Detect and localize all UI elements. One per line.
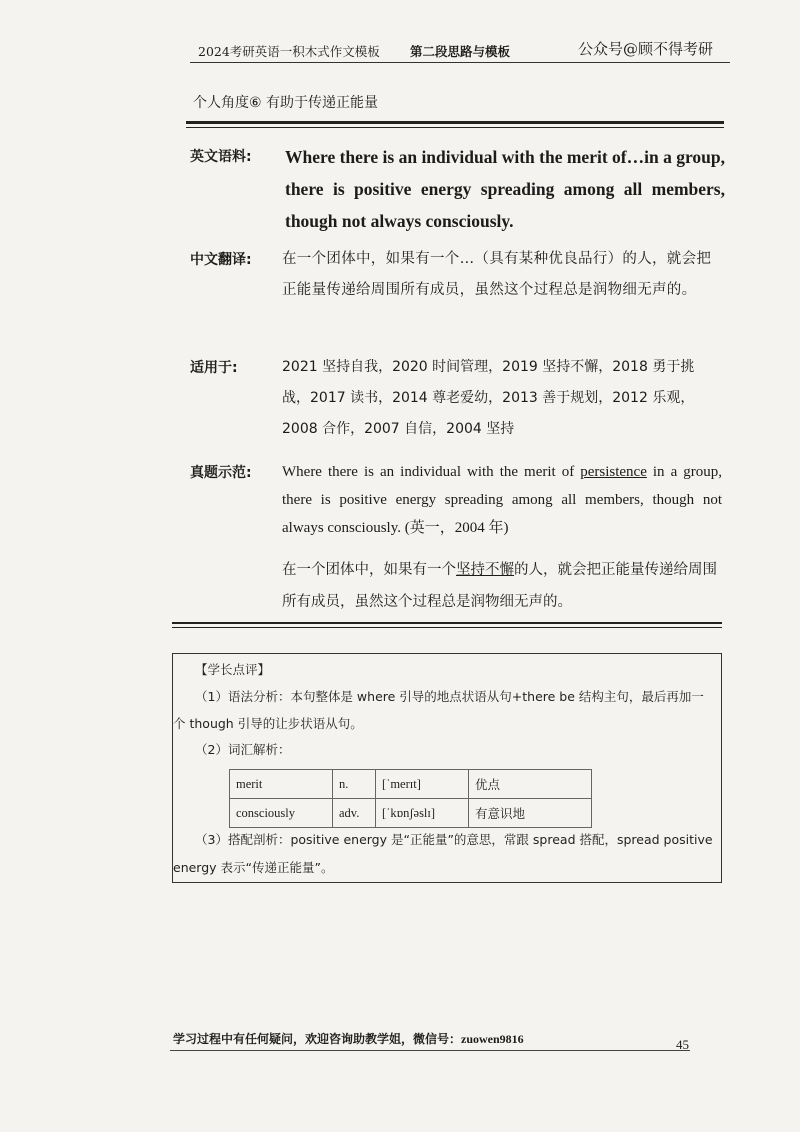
vocab-row [230, 770, 592, 799]
review-divider-thin [172, 627, 722, 628]
english-corpus-text: Where there is an individual with the merit of…in a group, there is positive energy spreading among all members, though not always consciously. [285, 147, 725, 231]
review-divider [172, 622, 722, 624]
vocab-pos: adv. [333, 799, 376, 828]
section-title: 个人角度⑥ 有助于传递正能量 [193, 95, 379, 111]
book-title: 2024考研英语一积木式作文模板 [198, 44, 380, 59]
example-cn-after: 的人，就会把正能量传递给周围所有成员，虽然这个过程总是润物细无声的。 [282, 562, 717, 610]
footer-text: 学习过程中有任何疑问，欢迎咨询助教学姐，微信号： [173, 1032, 462, 1046]
real-example-chinese [282, 554, 722, 618]
example-en-before: Where there is an individual with the merit of [282, 464, 581, 480]
vocab-heading: （2）词汇解析： [195, 742, 291, 757]
example-cn-keyword: 坚持不懈 [456, 562, 514, 578]
applicable-label: 适用于: [190, 360, 238, 376]
grammar-analysis: （1）语法分析：本句整体是 where 引导的地点状语从句+there be 结构主句，最后再加一个 though 引导的让步状语从句。 [173, 689, 704, 731]
example-en-after: in a group, there is positive energy spreading among all members, though not always consciously. (英一，2004 年) [282, 464, 722, 536]
vocab-meaning: 有意识地 [469, 799, 592, 828]
chapter-title: 第二段思路与模板 [410, 44, 511, 59]
real-example-english [282, 458, 722, 542]
vocab-word: merit [230, 770, 333, 799]
section-divider [186, 121, 724, 124]
vocab-table [229, 769, 592, 828]
vocab-ipa: [ˈkɒnʃəslɪ] [376, 799, 469, 828]
wechat-id: zuowen9816 [461, 1032, 524, 1046]
collocation-analysis: （3）搭配剖析：positive energy 是“正能量”的意思，常跟 spread 搭配，spread positive energy 表示“传递正能量”。 [173, 832, 713, 875]
section-divider-thin [186, 127, 724, 128]
review-box [172, 653, 722, 883]
vocab-word: consciously [230, 799, 333, 828]
vocab-meaning: 优点 [469, 770, 592, 799]
english-corpus-label: 英文语料: [190, 149, 252, 165]
vocab-row [230, 799, 592, 828]
account-name: 公众号@顾不得考研 [578, 40, 714, 58]
chinese-translation-text: 在一个团体中，如果有一个…（具有某种优良品行）的人，就会把正能量传递给周围所有成员，虽然这个过程总是润物细无声的。 [282, 251, 712, 298]
footer-note [173, 1030, 524, 1047]
header-divider [190, 62, 730, 63]
chinese-translation-label: 中文翻译: [190, 252, 252, 268]
review-title: 【学长点评】 [195, 662, 271, 677]
page-number: 45 [676, 1037, 689, 1052]
vocab-pos: n. [333, 770, 376, 799]
vocab-ipa: [ˈmerɪt] [376, 770, 469, 799]
footer-divider [170, 1050, 690, 1051]
applicable-topics: 2021 坚持自我，2020 时间管理，2019 坚持不懈，2018 勇于挑战，2017 读书，2014 尊老爱幼，2013 善于规划，2012 乐观，2008 合作，2007 自信，2004 坚持 [282, 359, 695, 437]
running-header [198, 38, 728, 58]
example-en-keyword: persistence [580, 464, 647, 480]
example-cn-before: 在一个团体中，如果有一个 [282, 562, 456, 578]
real-example-label: 真题示范: [190, 465, 252, 481]
